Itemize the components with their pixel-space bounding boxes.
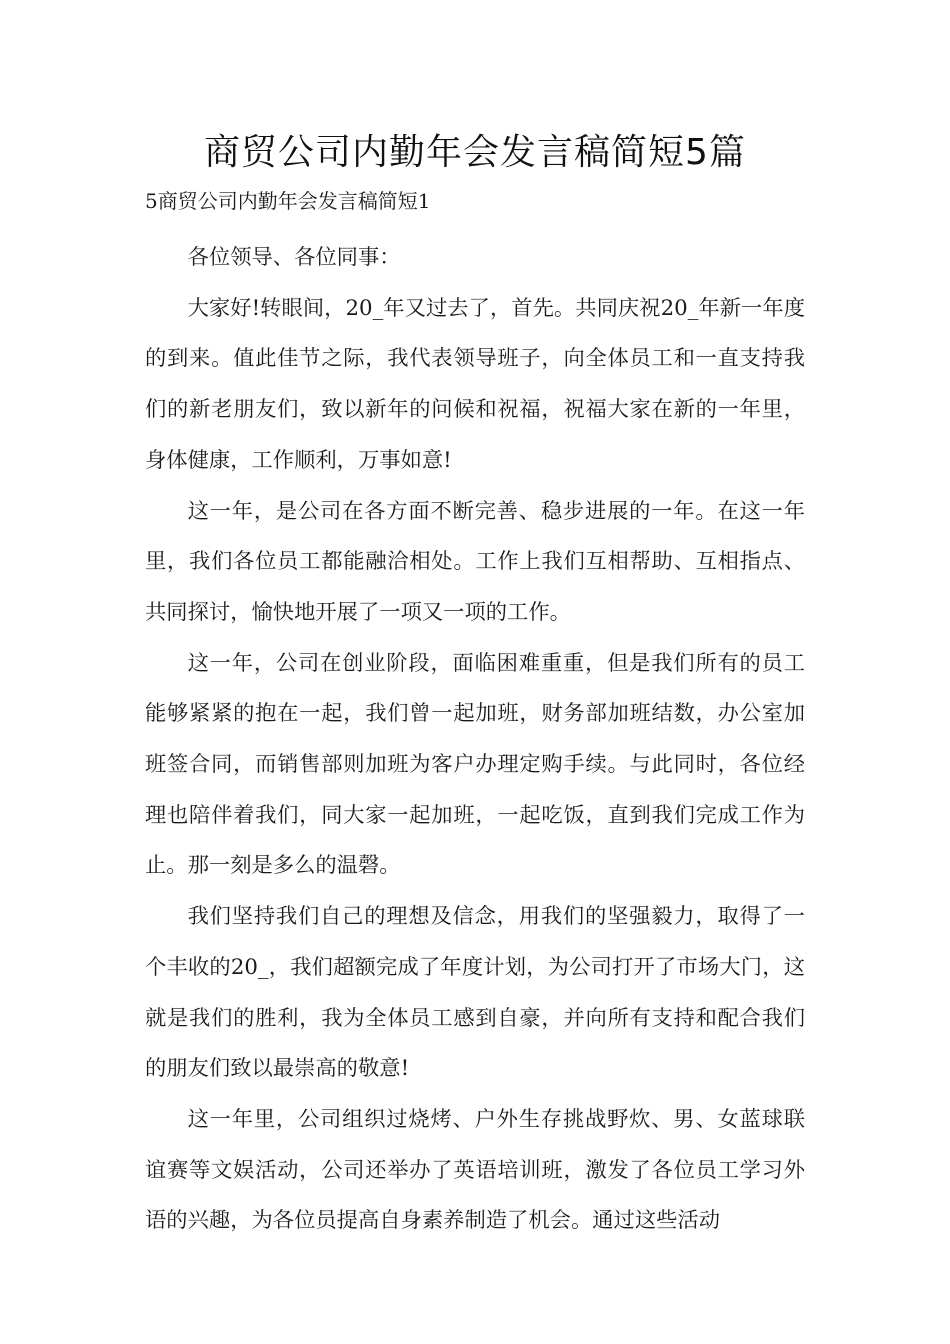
paragraph-achievements: 我们坚持我们自己的理想及信念，用我们的坚强毅力，取得了一个丰收的20_，我们超额完成了年度计划，为公司打开了市场大门，这就是我们的胜利，我为全体员工感到自豪，并向所有支持和配合我们的朋友们致以最崇高的敬意! xyxy=(145,904,805,1082)
paragraph-year-progress: 这一年，是公司在各方面不断完善、稳步进展的一年。在这一年里，我们各位员工都能融洽相处。工作上我们互相帮助、互相指点、共同探讨，愉快地开展了一项又一项的工作。 xyxy=(145,498,805,625)
paragraph-new-year-wishes: 大家好!转眼间，20_年又过去了，首先。共同庆祝20_年新一年度的到来。值此佳节之际，我代表领导班子，向全体员工和一直支持我们的新老朋友们，致以新年的问候和祝福，祝福大家在新的一年里，身体健康，工作顺利，万事如意! xyxy=(145,295,805,473)
paragraph-greeting: 各位领导、各位同事： xyxy=(187,245,401,270)
document-subtitle: 5商贸公司内勤年会发言稿简短1 xyxy=(145,189,431,213)
document-body xyxy=(145,233,805,1247)
document-title: 商贸公司内勤年会发言稿简短5篇 xyxy=(204,132,746,173)
paragraph-activities: 这一年里，公司组织过烧烤、户外生存挑战野炊、男、女蓝球联谊赛等文娱活动，公司还举办了英语培训班，激发了各位员工学习外语的兴趣，为各位员提高自身素养制造了机会。通过这些活动 xyxy=(145,1106,805,1234)
paragraph-overtime-teamwork: 这一年，公司在创业阶段，面临困难重重，但是我们所有的员工能够紧紧的抱在一起，我们曾一起加班，财务部加班结数，办公室加班签合同，而销售部则加班为客户办理定购手续。与此同时，各位经理也陪伴着我们，同大家一起加班，一起吃饭，直到我们完成工作为止。那一刻是多么的温磬。 xyxy=(145,650,805,879)
